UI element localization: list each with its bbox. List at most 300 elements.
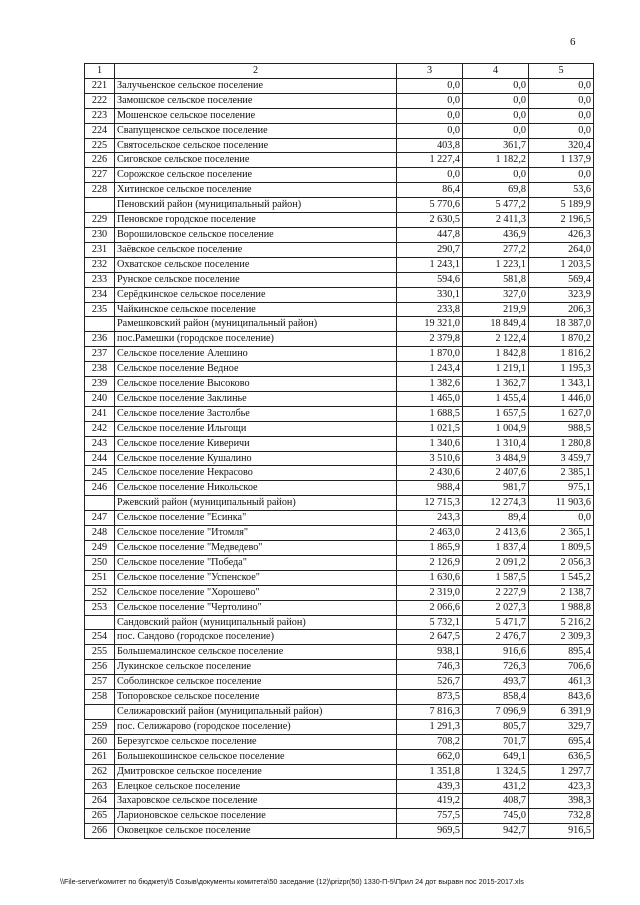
table-row [85,496,594,511]
value-cell-2016: 1 587,5 [463,570,529,585]
value-cell-2016: 1 223,1 [463,257,529,272]
row-number-cell: 264 [85,794,115,809]
name-cell: Сельское поселение Кушалино [115,451,397,466]
value-cell-2017: 1 988,8 [529,600,594,615]
value-cell-2017: 5 216,2 [529,615,594,630]
value-cell-2015: 2 630,5 [397,213,463,228]
value-cell-2016: 69,8 [463,183,529,198]
value-cell-2015: 86,4 [397,183,463,198]
row-number-cell: 265 [85,809,115,824]
value-cell-2015: 969,5 [397,824,463,839]
name-cell: Сельское поселение Застолбье [115,406,397,421]
row-number-cell: 251 [85,570,115,585]
table-row [85,78,594,93]
table-row [85,123,594,138]
table-row [85,794,594,809]
value-cell-2016: 431,2 [463,779,529,794]
value-cell-2015: 1 465,0 [397,391,463,406]
row-number-cell: 222 [85,93,115,108]
row-number-cell: 226 [85,153,115,168]
name-cell: Сельское поселение "Есинка" [115,511,397,526]
value-cell-2016: 0,0 [463,108,529,123]
table-row [85,93,594,108]
row-number-cell [85,615,115,630]
row-number-cell: 261 [85,749,115,764]
row-number-cell: 241 [85,406,115,421]
name-cell: Святосельское сельское поселение [115,138,397,153]
value-cell-2017: 2 138,7 [529,585,594,600]
value-cell-2015: 419,2 [397,794,463,809]
table-row [85,436,594,451]
table-row [85,824,594,839]
value-cell-2016: 277,2 [463,242,529,257]
table-row [85,481,594,496]
table-row [85,257,594,272]
table-row [85,287,594,302]
value-cell-2017: 732,8 [529,809,594,824]
table-row [85,600,594,615]
value-cell-2015: 2 379,8 [397,332,463,347]
value-cell-2016: 219,9 [463,302,529,317]
value-cell-2017: 2 056,3 [529,555,594,570]
name-cell: Рунское сельское поселение [115,272,397,287]
value-cell-2016: 408,7 [463,794,529,809]
value-cell-2015: 447,8 [397,227,463,242]
name-cell: Сандовский район (муниципальный район) [115,615,397,630]
value-cell-2017: 2 309,3 [529,630,594,645]
value-cell-2017: 1 816,2 [529,347,594,362]
table-row [85,272,594,287]
name-cell: Заёвское сельское поселение [115,242,397,257]
value-cell-2015: 2 463,0 [397,526,463,541]
table-row [85,541,594,556]
table-row [85,734,594,749]
table-row [85,570,594,585]
table-row [85,213,594,228]
row-number-cell: 252 [85,585,115,600]
name-cell: Сельское поселение Никольское [115,481,397,496]
row-number-cell: 249 [85,541,115,556]
value-cell-2016: 805,7 [463,719,529,734]
value-cell-2017: 988,5 [529,421,594,436]
value-cell-2017: 843,6 [529,690,594,705]
table-row [85,391,594,406]
table-row [85,690,594,705]
value-cell-2017: 426,3 [529,227,594,242]
table-row [85,630,594,645]
value-cell-2016: 745,0 [463,809,529,824]
value-cell-2016: 361,7 [463,138,529,153]
value-cell-2015: 3 510,6 [397,451,463,466]
name-cell: Лукинское сельское поселение [115,660,397,675]
value-cell-2015: 1 340,6 [397,436,463,451]
name-cell: Пеновский район (муниципальный район) [115,198,397,213]
row-number-cell: 254 [85,630,115,645]
value-cell-2017: 1 195,3 [529,362,594,377]
value-cell-2015: 0,0 [397,108,463,123]
name-cell: Свапущенское сельское поселение [115,123,397,138]
row-number-cell: 250 [85,555,115,570]
header-row [85,64,594,79]
name-cell: Селижаровский район (муниципальный район) [115,704,397,719]
value-cell-2016: 1 219,1 [463,362,529,377]
value-cell-2017: 5 189,9 [529,198,594,213]
table-row [85,406,594,421]
value-cell-2017: 18 387,0 [529,317,594,332]
value-cell-2017: 0,0 [529,93,594,108]
value-cell-2015: 1 870,0 [397,347,463,362]
name-cell: Сельское поселение "Успенское" [115,570,397,585]
row-number-cell: 262 [85,764,115,779]
value-cell-2017: 975,1 [529,481,594,496]
value-cell-2016: 1 362,7 [463,377,529,392]
row-number-cell: 235 [85,302,115,317]
row-number-cell: 243 [85,436,115,451]
value-cell-2016: 12 274,3 [463,496,529,511]
value-cell-2015: 439,3 [397,779,463,794]
name-cell: Ворошиловское сельское поселение [115,227,397,242]
value-cell-2015: 2 647,5 [397,630,463,645]
table-row [85,168,594,183]
value-cell-2015: 988,4 [397,481,463,496]
value-cell-2016: 1 182,2 [463,153,529,168]
name-cell: Сельское поселение "Победа" [115,555,397,570]
value-cell-2017: 2 196,5 [529,213,594,228]
value-cell-2015: 2 430,6 [397,466,463,481]
table-row [85,511,594,526]
name-cell: Сельское поселение Некрасово [115,466,397,481]
name-cell: Чайкинское сельское поселение [115,302,397,317]
value-cell-2015: 708,2 [397,734,463,749]
name-cell: Сельское поселение Заклинье [115,391,397,406]
value-cell-2017: 0,0 [529,78,594,93]
value-cell-2016: 916,6 [463,645,529,660]
table-row [85,764,594,779]
row-number-cell: 221 [85,78,115,93]
row-number-cell: 240 [85,391,115,406]
table-row [85,675,594,690]
value-cell-2016: 493,7 [463,675,529,690]
row-number-cell: 238 [85,362,115,377]
value-cell-2015: 5 732,1 [397,615,463,630]
row-number-cell: 233 [85,272,115,287]
value-cell-2015: 1 291,3 [397,719,463,734]
value-cell-2017: 695,4 [529,734,594,749]
value-cell-2016: 0,0 [463,78,529,93]
row-number-cell: 245 [85,466,115,481]
value-cell-2015: 662,0 [397,749,463,764]
value-cell-2017: 323,9 [529,287,594,302]
value-cell-2015: 2 126,9 [397,555,463,570]
value-cell-2017: 2 365,1 [529,526,594,541]
name-cell: пос.Рамешки (городское поселение) [115,332,397,347]
footer-file-path: \\File-server\комитет по бюджету\5 Созыв\документы комитета\50 заседание (12)\prizpr(50) 1330-П-5\Прил 24 дот выравн пос 2015-2017.xls [60,877,524,886]
value-cell-2015: 526,7 [397,675,463,690]
table-row [85,153,594,168]
row-number-cell: 257 [85,675,115,690]
row-number-cell: 242 [85,421,115,436]
name-cell: Сельское поселение "Чертолино" [115,600,397,615]
row-number-cell [85,198,115,213]
value-cell-2016: 89,4 [463,511,529,526]
value-cell-2016: 5 477,2 [463,198,529,213]
row-number-cell: 239 [85,377,115,392]
value-cell-2017: 320,4 [529,138,594,153]
value-cell-2016: 1 837,4 [463,541,529,556]
value-cell-2015: 5 770,6 [397,198,463,213]
value-cell-2017: 0,0 [529,123,594,138]
value-cell-2016: 701,7 [463,734,529,749]
table-row [85,421,594,436]
value-cell-2015: 12 715,3 [397,496,463,511]
name-cell: Серёдкинское сельское поселение [115,287,397,302]
value-cell-2016: 858,4 [463,690,529,705]
name-cell: Сельское поселение Ведное [115,362,397,377]
name-cell: Сельское поселение "Медведево" [115,541,397,556]
row-number-cell: 260 [85,734,115,749]
row-number-cell [85,704,115,719]
name-cell: Сиговское сельское поселение [115,153,397,168]
value-cell-2017: 895,4 [529,645,594,660]
row-number-cell: 259 [85,719,115,734]
value-cell-2017: 398,3 [529,794,594,809]
value-cell-2016: 0,0 [463,123,529,138]
value-cell-2017: 329,7 [529,719,594,734]
value-cell-2015: 19 321,0 [397,317,463,332]
row-number-cell: 244 [85,451,115,466]
header-cell-name: 2 [115,64,397,79]
value-cell-2016: 2 476,7 [463,630,529,645]
row-number-cell: 229 [85,213,115,228]
row-number-cell: 266 [85,824,115,839]
value-cell-2017: 636,5 [529,749,594,764]
value-cell-2016: 1 310,4 [463,436,529,451]
table-row [85,660,594,675]
row-number-cell: 232 [85,257,115,272]
value-cell-2017: 1 627,0 [529,406,594,421]
table-row [85,347,594,362]
value-cell-2015: 594,6 [397,272,463,287]
value-cell-2017: 0,0 [529,108,594,123]
table-row [85,108,594,123]
name-cell: пос. Селижарово (городское поселение) [115,719,397,734]
value-cell-2017: 461,3 [529,675,594,690]
name-cell: Топоровское сельское поселение [115,690,397,705]
table-row [85,138,594,153]
value-cell-2016: 2 411,3 [463,213,529,228]
value-cell-2015: 403,8 [397,138,463,153]
value-cell-2017: 1 343,1 [529,377,594,392]
name-cell: Сельское поселение "Хорошево" [115,585,397,600]
value-cell-2015: 1 630,6 [397,570,463,585]
value-cell-2016: 1 455,4 [463,391,529,406]
name-cell: Замошское сельское поселение [115,93,397,108]
value-cell-2016: 649,1 [463,749,529,764]
name-cell: Сельское поселение Ильгощи [115,421,397,436]
table-body [85,78,594,838]
table-row [85,466,594,481]
row-number-cell: 230 [85,227,115,242]
value-cell-2017: 206,3 [529,302,594,317]
value-cell-2015: 0,0 [397,78,463,93]
value-cell-2016: 436,9 [463,227,529,242]
row-number-cell [85,496,115,511]
value-cell-2015: 1 688,5 [397,406,463,421]
data-table [84,63,594,839]
header-cell-2016: 4 [463,64,529,79]
table-row [85,779,594,794]
value-cell-2017: 1 870,2 [529,332,594,347]
table-row [85,809,594,824]
value-cell-2017: 2 385,1 [529,466,594,481]
table-row [85,242,594,257]
table-row [85,317,594,332]
name-cell: Большекошинское сельское поселение [115,749,397,764]
value-cell-2015: 7 816,3 [397,704,463,719]
value-cell-2017: 1 203,5 [529,257,594,272]
value-cell-2016: 1 842,8 [463,347,529,362]
value-cell-2015: 1 382,6 [397,377,463,392]
row-number-cell: 258 [85,690,115,705]
name-cell: Сельское поселение Алешино [115,347,397,362]
value-cell-2015: 1 243,4 [397,362,463,377]
value-cell-2016: 581,8 [463,272,529,287]
table-row [85,645,594,660]
name-cell: Оковецкое сельское поселение [115,824,397,839]
value-cell-2015: 1 227,4 [397,153,463,168]
name-cell: Березугское сельское поселение [115,734,397,749]
table-row [85,615,594,630]
value-cell-2015: 330,1 [397,287,463,302]
value-cell-2017: 1 809,5 [529,541,594,556]
name-cell: Захаровское сельское поселение [115,794,397,809]
value-cell-2017: 706,6 [529,660,594,675]
name-cell: Ржевский район (муниципальный район) [115,496,397,511]
row-number-cell: 224 [85,123,115,138]
name-cell: Сорожское сельское поселение [115,168,397,183]
name-cell: Соболинское сельское поселение [115,675,397,690]
name-cell: Залучьенское сельское поселение [115,78,397,93]
row-number-cell: 263 [85,779,115,794]
value-cell-2017: 423,3 [529,779,594,794]
value-cell-2015: 746,3 [397,660,463,675]
value-cell-2015: 1 865,9 [397,541,463,556]
value-cell-2017: 1 297,7 [529,764,594,779]
row-number-cell: 253 [85,600,115,615]
name-cell: Рамешковский район (муниципальный район) [115,317,397,332]
value-cell-2015: 0,0 [397,123,463,138]
value-cell-2015: 233,8 [397,302,463,317]
name-cell: Елецкое сельское поселение [115,779,397,794]
value-cell-2016: 327,0 [463,287,529,302]
value-cell-2015: 0,0 [397,93,463,108]
value-cell-2017: 0,0 [529,511,594,526]
page-number: 6 [570,36,576,48]
header-cell-2015: 3 [397,64,463,79]
value-cell-2017: 1 280,8 [529,436,594,451]
name-cell: Большемалинское сельское поселение [115,645,397,660]
table-row [85,302,594,317]
row-number-cell: 236 [85,332,115,347]
value-cell-2017: 11 903,6 [529,496,594,511]
value-cell-2016: 942,7 [463,824,529,839]
table-row [85,183,594,198]
name-cell: Ларионовское сельское поселение [115,809,397,824]
table-row [85,332,594,347]
value-cell-2016: 5 471,7 [463,615,529,630]
name-cell: Хитинское сельское поселение [115,183,397,198]
table-row [85,719,594,734]
value-cell-2015: 243,3 [397,511,463,526]
table-row [85,749,594,764]
value-cell-2016: 7 096,9 [463,704,529,719]
row-number-cell: 246 [85,481,115,496]
value-cell-2016: 1 657,5 [463,406,529,421]
name-cell: Охватское сельское поселение [115,257,397,272]
value-cell-2015: 290,7 [397,242,463,257]
value-cell-2017: 916,5 [529,824,594,839]
table-row [85,451,594,466]
value-cell-2016: 3 484,9 [463,451,529,466]
row-number-cell: 223 [85,108,115,123]
table-row [85,555,594,570]
value-cell-2016: 2 227,9 [463,585,529,600]
value-cell-2017: 1 545,2 [529,570,594,585]
row-number-cell: 225 [85,138,115,153]
value-cell-2016: 2 407,6 [463,466,529,481]
name-cell: Мошенское сельское поселение [115,108,397,123]
value-cell-2015: 1 351,8 [397,764,463,779]
value-cell-2016: 18 849,4 [463,317,529,332]
value-cell-2015: 2 066,6 [397,600,463,615]
name-cell: Сельское поселение "Итомля" [115,526,397,541]
header-cell-2017: 5 [529,64,594,79]
row-number-cell: 256 [85,660,115,675]
value-cell-2017: 3 459,7 [529,451,594,466]
row-number-cell: 248 [85,526,115,541]
name-cell: Дмитровское сельское поселение [115,764,397,779]
value-cell-2017: 569,4 [529,272,594,287]
value-cell-2015: 938,1 [397,645,463,660]
name-cell: Сельское поселение Высоково [115,377,397,392]
table-row [85,585,594,600]
table-row [85,377,594,392]
table-row [85,526,594,541]
value-cell-2016: 2 122,4 [463,332,529,347]
value-cell-2016: 0,0 [463,93,529,108]
value-cell-2017: 0,0 [529,168,594,183]
table-row [85,362,594,377]
value-cell-2017: 53,6 [529,183,594,198]
value-cell-2015: 0,0 [397,168,463,183]
value-cell-2016: 2 091,2 [463,555,529,570]
name-cell: пос. Сандово (городское поселение) [115,630,397,645]
value-cell-2015: 1 243,1 [397,257,463,272]
table-row [85,704,594,719]
value-cell-2017: 264,0 [529,242,594,257]
value-cell-2015: 757,5 [397,809,463,824]
value-cell-2015: 2 319,0 [397,585,463,600]
row-number-cell: 227 [85,168,115,183]
value-cell-2017: 1 446,0 [529,391,594,406]
name-cell: Сельское поселение Киверичи [115,436,397,451]
value-cell-2016: 726,3 [463,660,529,675]
row-number-cell: 247 [85,511,115,526]
value-cell-2016: 0,0 [463,168,529,183]
table-row [85,227,594,242]
row-number-cell: 237 [85,347,115,362]
row-number-cell: 234 [85,287,115,302]
